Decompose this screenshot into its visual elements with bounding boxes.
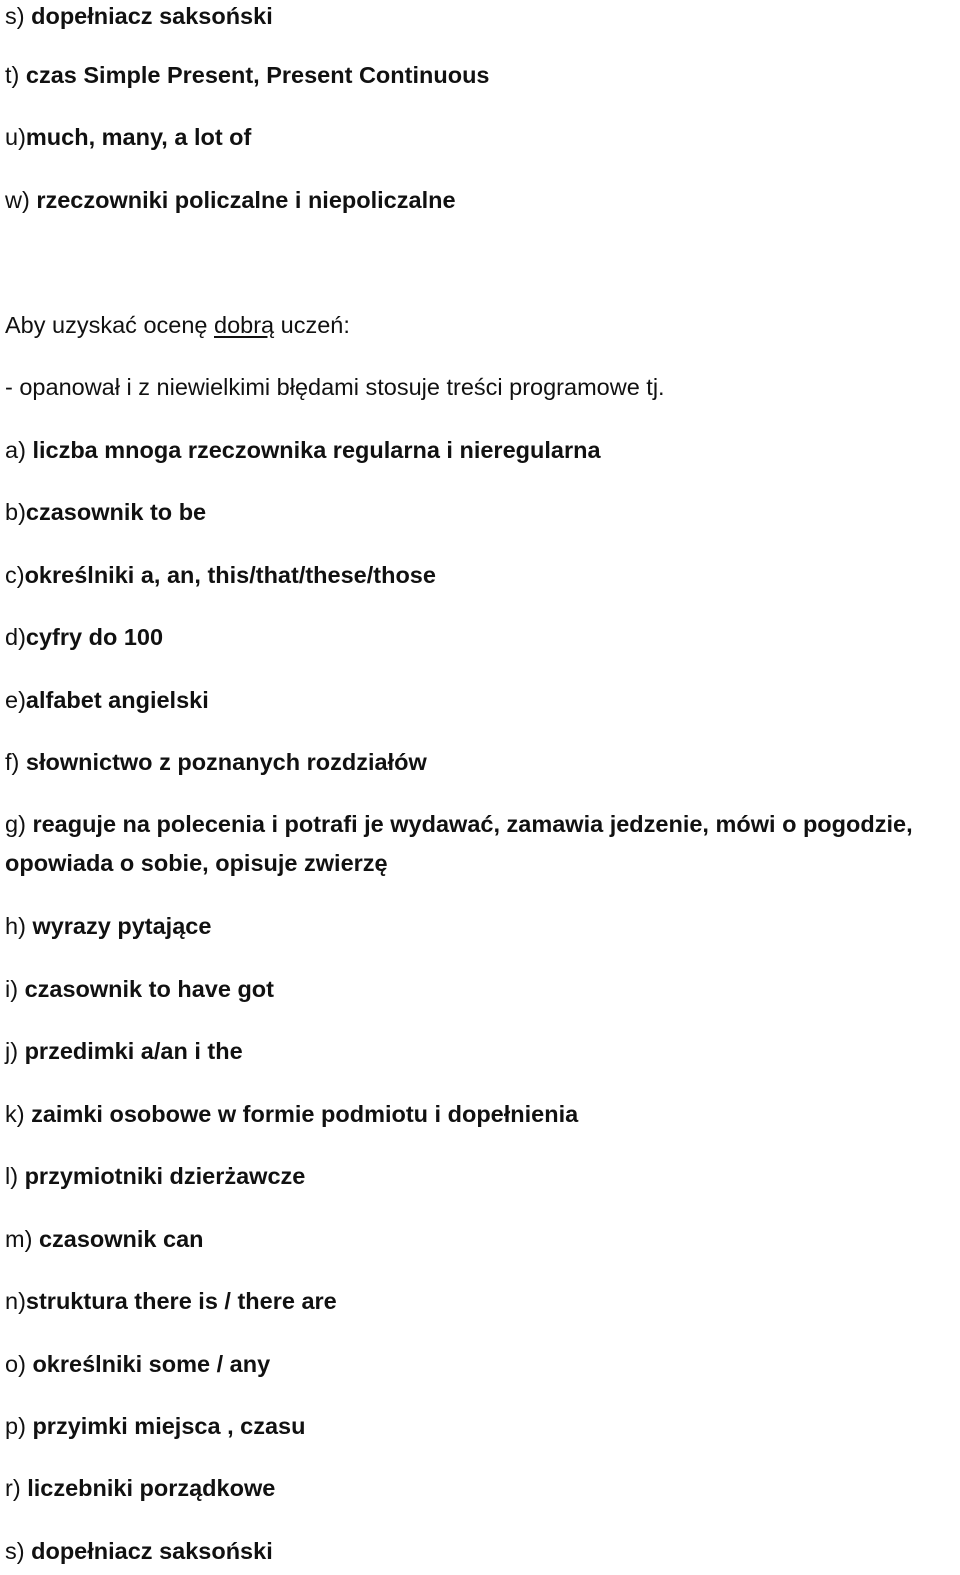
item-prefix: h): [5, 913, 33, 939]
item-prefix: k): [5, 1101, 32, 1127]
list-item-d: [5, 621, 163, 653]
item-text: określniki some / any: [32, 1351, 271, 1377]
list-item-u: [5, 121, 251, 153]
item-prefix: r): [5, 1475, 28, 1501]
item-text: przedimki a/an i the: [24, 1038, 243, 1064]
list-item-j: [5, 1035, 243, 1067]
requirement-text: - opanował i z niewielkimi błędami stosuje treści programowe tj.: [5, 374, 665, 400]
item-prefix: b): [5, 499, 26, 525]
item-text: czas Simple Present, Present Continuous: [25, 62, 490, 88]
item-text: przymiotniki dzierżawcze: [24, 1163, 306, 1189]
list-item-k: [5, 1098, 578, 1130]
item-prefix: e): [5, 687, 26, 713]
list-item-c: [5, 559, 436, 591]
item-prefix: d): [5, 624, 26, 650]
item-text: reaguje na polecenia i potrafi je wydawać, zamawia jedzenie, mówi o pogodzie, opowiada o sobie, opisuje zwierzę: [5, 811, 913, 876]
item-text: wyrazy pytające: [32, 913, 212, 939]
item-prefix: i): [5, 976, 25, 1002]
item-prefix: u): [5, 124, 26, 150]
item-prefix: p): [5, 1413, 33, 1439]
list-item-w: [5, 184, 456, 216]
item-prefix: t): [5, 62, 26, 88]
item-text: czasownik to be: [25, 499, 207, 525]
item-prefix: g): [5, 811, 33, 837]
item-prefix: j): [5, 1038, 25, 1064]
item-text: przyimki miejsca , czasu: [32, 1413, 306, 1439]
list-item-r: [5, 1472, 275, 1504]
item-text: dopełniacz saksoński: [31, 3, 273, 29]
item-text: liczebniki porządkowe: [27, 1475, 276, 1501]
list-item-g: [5, 805, 955, 883]
item-prefix: m): [5, 1226, 39, 1252]
item-prefix: a): [5, 437, 33, 463]
list-item-s: [5, 1535, 273, 1567]
list-item-l: [5, 1160, 305, 1192]
item-text: cyfry do 100: [25, 624, 164, 650]
list-item-e: [5, 684, 209, 716]
item-text: struktura there is / there are: [25, 1288, 337, 1314]
item-prefix: n): [5, 1288, 26, 1314]
list-item-t: [5, 59, 490, 91]
list-item-h: [5, 910, 211, 942]
grade-header-after: uczeń:: [274, 312, 350, 338]
grade-name: dobrą: [214, 312, 275, 338]
item-text: czasownik to have got: [24, 976, 274, 1002]
item-text: zaimki osobowe w formie podmiotu i dopełnienia: [31, 1101, 579, 1127]
item-prefix: f): [5, 749, 26, 775]
list-item-n: [5, 1285, 337, 1317]
item-prefix: s): [5, 3, 32, 29]
list-item-f: [5, 746, 427, 778]
list-item-m: [5, 1223, 204, 1255]
item-prefix: s): [5, 1538, 32, 1564]
item-text: określniki a, an, this/that/these/those: [24, 562, 436, 588]
item-prefix: c): [5, 562, 25, 588]
item-prefix: o): [5, 1351, 33, 1377]
item-text: dopełniacz saksoński: [31, 1538, 273, 1564]
list-item-s-top: [5, 0, 273, 32]
grade-header-before: Aby uzyskać ocenę: [5, 312, 214, 338]
list-item-i: [5, 973, 274, 1005]
item-text: liczba mnoga rzeczownika regularna i nieregularna: [32, 437, 601, 463]
item-prefix: l): [5, 1163, 25, 1189]
item-text: much, many, a lot of: [25, 124, 252, 150]
grade-header: [5, 309, 350, 341]
list-item-a: [5, 434, 601, 466]
item-prefix: w): [5, 187, 37, 213]
list-item-b: [5, 496, 206, 528]
list-item-p: [5, 1410, 305, 1442]
item-text: alfabet angielski: [25, 687, 209, 713]
item-text: słownictwo z poznanych rozdziałów: [25, 749, 427, 775]
item-text: czasownik can: [38, 1226, 204, 1252]
list-item-o: [5, 1348, 270, 1380]
item-text: rzeczowniki policzalne i niepoliczalne: [36, 187, 456, 213]
